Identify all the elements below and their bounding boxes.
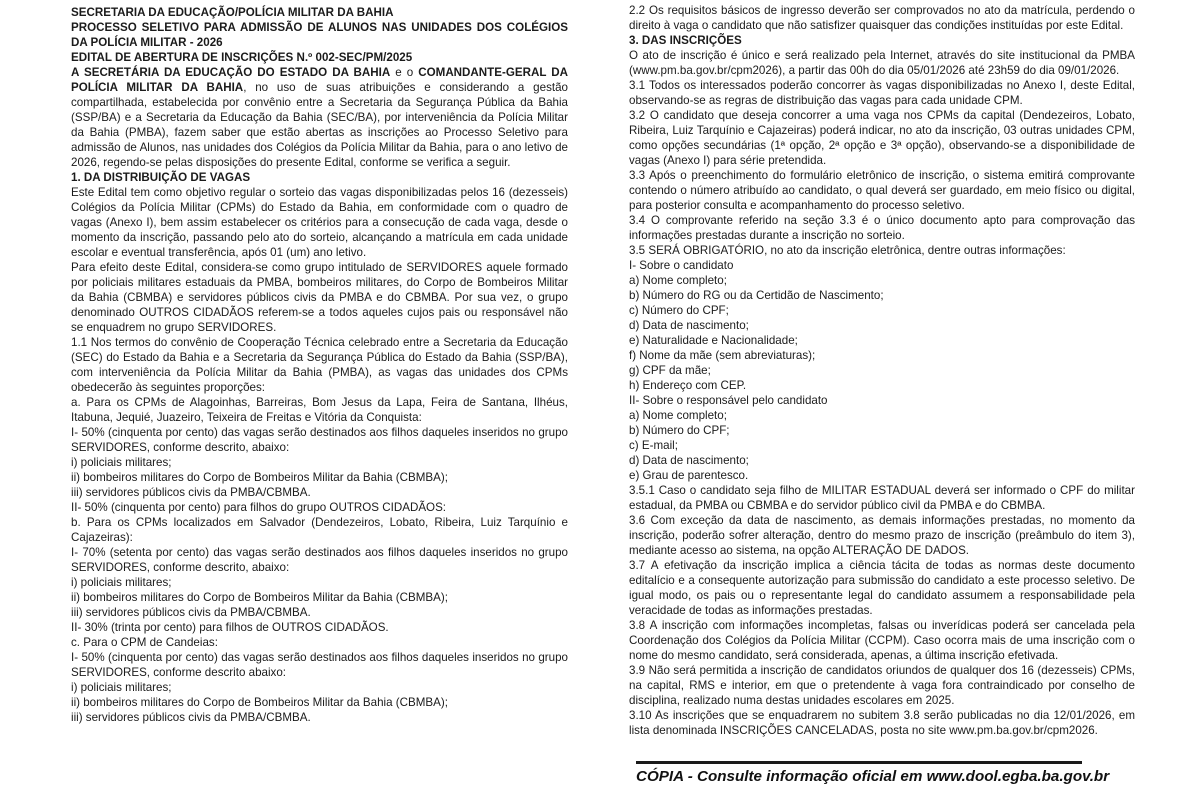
paragraph (629, 348, 1135, 363)
section-heading (71, 20, 568, 50)
text-segment: ii) bombeiros militares do Corpo de Bombeiros Militar da Bahia (CBMBA); (71, 591, 448, 604)
bold-text-segment: PROCESSO SELETIVO PARA ADMISSÃO DE ALUNOS NAS UNIDADES DOS COLÉGIOS DA POLÍCIA MILITAR - 2026 (71, 21, 568, 49)
paragraph (629, 258, 1135, 273)
paragraph (71, 65, 568, 170)
paragraph (71, 500, 568, 515)
text-segment: b) Número do RG ou da Certidão de Nascimento; (629, 289, 884, 302)
paragraph (71, 515, 568, 545)
text-segment: O ato de inscrição é único e será realizado pela Internet, através do site institucional da PMBA (www.pm.ba.gov.br/cpm2026), a partir das 00h do dia 05/01/2026 até 23h59 do dia 09/01/2026. (629, 49, 1135, 77)
text-segment: i) policiais militares; (71, 681, 172, 694)
paragraph (71, 710, 568, 725)
text-segment: , no uso de suas atribuições e considerando a gestão compartilhada, estabelecida por convênio entre a Secretaria da Segurança Pública da Bahia (SSP/BA) e a Secretaria da Educação da Bahia (SEC/BA), por interveniência da Polícia Militar da Bahia (PMBA), fazem saber que estão abertas as inscrições ao Processo Seletivo para admissão de Alunos, nas unidades dos Colégios da Polícia Militar da Bahia, para o ano letivo de 2026, regendo-se pelas disposições do presente Edital, conforme se verifica a seguir. (71, 81, 568, 169)
paragraph (71, 395, 568, 425)
paragraph (629, 288, 1135, 303)
text-segment: Este Edital tem como objetivo regular o sorteio das vagas disponibilizadas pelos 16 (dezesseis) Colégios da Polícia Militar (CPMs) do Estado da Bahia, em conformidade com o quadro de vagas (Anexo I), bem assim estabelecer os critérios para a consecução de cada vaga, desde o momento da inscrição, passando pelo ato do sorteio, alcançando a matrícula em cada unidade escolar e eventual transferência, após 01 (um) ano letivo. (71, 186, 568, 259)
bold-text-segment: 3. DAS INSCRIÇÕES (629, 34, 742, 47)
text-segment: a. Para os CPMs de Alagoinhas, Barreiras, Bom Jesus da Lapa, Feira de Santana, Ilhéus, Itabuna, Jequié, Juazeiro, Teixeira de Freitas e Vitória da Conquista: (71, 396, 568, 424)
paragraph (71, 545, 568, 575)
paragraph (629, 48, 1135, 78)
text-segment: h) Endereço com CEP. (629, 379, 747, 392)
section-heading (71, 170, 568, 185)
text-segment: I- 50% (cinquenta por cento) das vagas serão destinados aos filhos daqueles inseridos no grupo SERVIDORES, conforme descrito abaixo: (71, 651, 568, 679)
text-segment: 3.6 Com exceção da data de nascimento, as demais informações prestadas, no momento da inscrição, poderão sofrer alteração, dentro do mesmo prazo de inscrição (preâmbulo do item 3), mediante acesso ao sistema, na opção ALTERAÇÃO DE DADOS. (629, 514, 1135, 557)
text-segment: 3.2 O candidato que deseja concorrer a uma vaga nos CPMs da capital (Dendezeiros, Lobato, Ribeira, Luiz Tarquínio e Cajazeiras) poderá indicar, no ato da inscrição, 03 outras unidades CPM, como opções secundárias (1ª opção, 2ª opção e 3ª opção), observando-se a disponibilidade de vagas (Anexo I) para série pretendida. (629, 109, 1135, 167)
paragraph (629, 273, 1135, 288)
text-segment: i) policiais militares; (71, 576, 172, 589)
text-segment: I- Sobre o candidato (629, 259, 734, 272)
paragraph (71, 185, 568, 260)
paragraph (629, 423, 1135, 438)
text-segment: e o (390, 66, 419, 79)
paragraph (71, 575, 568, 590)
text-segment: 3.8 A inscrição com informações incompletas, falsas ou inverídicas poderá ser cancelada pela Coordenação dos Colégios da Polícia Militar (CCPM). Caso ocorra mais de uma inscrição com o nome do mesmo candidato, será considerada, apenas, a última inscrição efetivada. (629, 619, 1135, 662)
paragraph (71, 260, 568, 335)
paragraph (629, 213, 1135, 243)
text-segment: Para efeito deste Edital, considera-se como grupo intitulado de SERVIDORES aquele formado por policiais militares estaduais da PMBA, bombeiros militares, do Corpo de Bombeiros Militar da Bahia (CBMBA) e servidores públicos civis da PMBA e do CBMBA. Por sua vez, o grupo denominado OUTROS CIDADÃOS referem-se a todos aqueles cujos pais ou responsável não se enquadrem no grupo SERVIDORES. (71, 261, 568, 334)
text-segment: d) Data de nascimento; (629, 454, 749, 467)
text-segment: 3.5.1 Caso o candidato seja filho de MILITAR ESTADUAL deverá ser informado o CPF do militar estadual, da PMBA ou CBMBA e do servidor público civil da PMBA e do CBMBA. (629, 484, 1135, 512)
paragraph (71, 335, 568, 395)
text-segment: 2.2 Os requisitos básicos de ingresso deverão ser comprovados no ato da matrícula, perdendo o direito à vaga o candidato que não satisfizer quaisquer das condições instituídas por este Edital. (629, 4, 1135, 32)
text-segment: 3.1 Todos os interessados poderão concorrer às vagas disponibilizadas no Anexo I, deste Edital, observando-se as regras de distribuição das vagas para cada unidade CPM. (629, 79, 1135, 107)
bold-text-segment: EDITAL DE ABERTURA DE INSCRIÇÕES N.º 002-SEC/PM/2025 (71, 51, 413, 64)
paragraph (71, 425, 568, 455)
text-segment: I- 50% (cinquenta por cento) das vagas serão destinados aos filhos daqueles inseridos no grupo SERVIDORES, conforme descrito, abaixo: (71, 426, 568, 454)
text-segment: g) CPF da mãe; (629, 364, 711, 377)
text-segment: II- Sobre o responsável pelo candidato (629, 394, 828, 407)
paragraph (629, 243, 1135, 258)
paragraph (71, 635, 568, 650)
bold-text-segment: 1. DA DISTRIBUIÇÃO DE VAGAS (71, 171, 251, 184)
text-segment: II- 50% (cinquenta por cento) para filhos do grupo OUTROS CIDADÃOS: (71, 501, 447, 514)
text-segment: d) Data de nascimento; (629, 319, 749, 332)
paragraph (629, 618, 1135, 663)
paragraph (629, 303, 1135, 318)
section-heading (629, 33, 1135, 48)
paragraph (629, 558, 1135, 618)
paragraph (629, 168, 1135, 213)
text-segment: iii) servidores públicos civis da PMBA/CBMBA. (71, 486, 311, 499)
text-segment: 1.1 Nos termos do convênio de Cooperação Técnica celebrado entre a Secretaria da Educação (SEC) do Estado da Bahia e a Secretaria da Segurança Pública do Estado da Bahia (SSP/BA), com interveniência da Polícia Militar da Bahia (PMBA), as vagas das unidades dos CPMs obedecerão às seguintes proporções: (71, 336, 568, 394)
paragraph (629, 663, 1135, 708)
paragraph (71, 650, 568, 680)
paragraph (71, 620, 568, 635)
text-segment: iii) servidores públicos civis da PMBA/CBMBA. (71, 711, 311, 724)
paragraph (629, 708, 1135, 738)
paragraph (71, 695, 568, 710)
text-segment: 3.9 Não será permitida a inscrição de candidatos oriundos de qualquer dos 16 (dezesseis) CPMs, na capital, RMS e interior, em que o pretendente à vaga fora contraindicado por conselho de disciplina, realizado numa destas unidades escolares em 2025. (629, 664, 1135, 707)
footer-notice (636, 761, 1110, 786)
paragraph (629, 393, 1135, 408)
paragraph (629, 318, 1135, 333)
bold-text-segment: SECRETARIA DA EDUCAÇÃO/POLÍCIA MILITAR DA BAHIA (71, 6, 394, 19)
paragraph (71, 455, 568, 470)
text-segment: i) policiais militares; (71, 456, 172, 469)
text-segment: 3.10 As inscrições que se enquadrarem no subitem 3.8 serão publicadas no dia 12/01/2026, em lista denominada INSCRIÇÕES CANCELADAS, posta no site www.pm.ba.gov.br/cpm2026. (629, 709, 1135, 737)
paragraph (629, 3, 1135, 33)
paragraph (629, 363, 1135, 378)
left-column (71, 5, 568, 725)
text-segment: ii) bombeiros militares do Corpo de Bombeiros Militar da Bahia (CBMBA); (71, 696, 448, 709)
right-column (629, 3, 1135, 738)
bold-text-segment: COMANDANTE-GERAL DA POLÍCIA MILITAR DA BAHIA (71, 66, 568, 94)
text-segment: b) Número do CPF; (629, 424, 730, 437)
text-segment: f) Nome da mãe (sem abreviaturas); (629, 349, 816, 362)
paragraph (71, 590, 568, 605)
text-segment: 3.4 O comprovante referido na seção 3.3 é o único documento apto para comprovação das informações prestadas durante a inscrição no sorteio. (629, 214, 1135, 242)
text-segment: a) Nome completo; (629, 274, 727, 287)
paragraph (629, 483, 1135, 513)
paragraph (71, 680, 568, 695)
paragraph (629, 108, 1135, 168)
text-segment: e) Naturalidade e Nacionalidade; (629, 334, 798, 347)
text-segment: c) E-mail; (629, 439, 678, 452)
text-segment: 3.3 Após o preenchimento do formulário eletrônico de inscrição, o sistema emitirá comprovante contendo o número atribuído ao candidato, o qual deverá ser guardado, em meio físico ou digital, para posterior consulta e acompanhamento do processo seletivo. (629, 169, 1135, 212)
text-segment: ii) bombeiros militares do Corpo de Bombeiros Militar da Bahia (CBMBA); (71, 471, 448, 484)
paragraph (629, 438, 1135, 453)
text-segment: e) Grau de parentesco. (629, 469, 749, 482)
paragraph (629, 378, 1135, 393)
text-segment: 3.7 A efetivação da inscrição implica a ciência tácita de todas as normas deste documento editalício e a consequente autorização para submissão do candidato a este processo seletivo. De igual modo, os pais ou o representante legal do candidato assumem a responsabilidade pela veracidade de todas as informações prestadas. (629, 559, 1135, 617)
paragraph (629, 453, 1135, 468)
text-segment: 3.5 SERÁ OBRIGATÓRIO, no ato da inscrição eletrônica, dentre outras informações: (629, 244, 1066, 257)
text-segment: iii) servidores públicos civis da PMBA/CBMBA. (71, 606, 311, 619)
paragraph (71, 485, 568, 500)
footer-text: CÓPIA - Consulte informação oficial em www.dool.egba.ba.gov.br (636, 768, 1110, 785)
bold-text-segment: A SECRETÁRIA DA EDUCAÇÃO DO ESTADO DA BAHIA (71, 66, 391, 79)
text-segment: I- 70% (setenta por cento) das vagas serão destinados aos filhos daqueles inseridos no grupo SERVIDORES, conforme descrito, abaixo: (71, 546, 568, 574)
paragraph (71, 605, 568, 620)
paragraph (629, 513, 1135, 558)
paragraph (629, 468, 1135, 483)
text-segment: c) Número do CPF; (629, 304, 729, 317)
paragraph (629, 408, 1135, 423)
text-segment: II- 30% (trinta por cento) para filhos de OUTROS CIDADÃOS. (71, 621, 389, 634)
section-heading (71, 5, 568, 20)
text-segment: a) Nome completo; (629, 409, 727, 422)
text-segment: c. Para o CPM de Candeias: (71, 636, 218, 649)
text-segment: b. Para os CPMs localizados em Salvador (Dendezeiros, Lobato, Ribeira, Luiz Tarquínio e Cajazeiras): (71, 516, 568, 544)
paragraph (629, 78, 1135, 108)
paragraph (71, 470, 568, 485)
section-heading (71, 50, 568, 65)
paragraph (629, 333, 1135, 348)
